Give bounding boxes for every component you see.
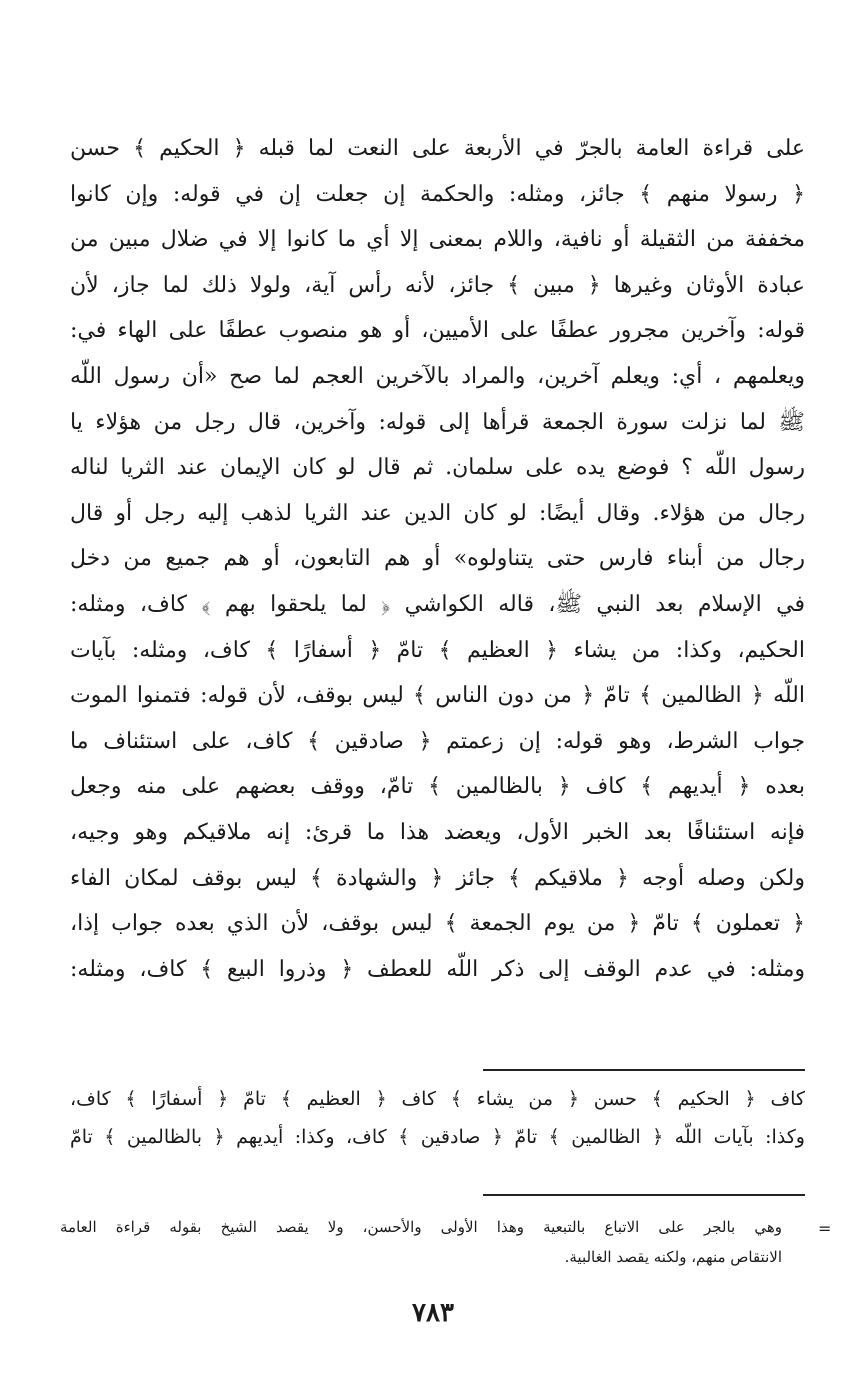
main-text-line-15: بعده ﴿ أيديهم ﴾ كاف ﴿ بالظالمين ﴾ تامّ، ووقف بعضهم على منه وجعل bbox=[70, 774, 805, 800]
commentary-line-1: كاف ﴿ الحكيم ﴾ حسن ﴿ من يشاء ﴾ كاف ﴿ العظيم ﴾ تامّ ﴿ أسفارًا ﴾ كاف، bbox=[70, 1088, 805, 1110]
main-text-line-2: ﴿ رسولا منهم ﴾ جائز، ومثله: والحكمة إن جعلت إن في قوله: وإن كانوا bbox=[70, 181, 805, 207]
main-text-line-12: الحكيم، وكذا: من يشاء ﴿ العظيم ﴾ تامّ ﴿ أسفارًا ﴾ كاف، ومثله: بآيات bbox=[70, 637, 805, 663]
main-text-line-7: ﷺ لما نزلت سورة الجمعة قرأها إلى قوله: وآخرين، قال رجل من هؤلاء يا bbox=[70, 409, 805, 435]
footnote-line-1: وهي بالجر على الاتباع بالتبعية وهذا الأولى والأحسن، ولا يقصد الشيخ بقوله قراءة العامة bbox=[60, 1218, 782, 1236]
main-text-line-1: على قراءة العامة بالجرّ في الأربعة على النعت لما قبله ﴿ الحكيم ﴾ حسن bbox=[70, 136, 805, 161]
main-text-line-16: فإنه استئنافًا بعد الخبر الأول، ويعضد هذا ما قرئ: إنه ملاقيكم وهو وجيه، bbox=[70, 819, 805, 845]
main-text-line-19: ومثله: في عدم الوقف إلى ذكر اللّه للعطف ﴿ وذروا البيع ﴾ كاف، ومثله: bbox=[70, 956, 805, 982]
commentary-block bbox=[70, 1080, 805, 1156]
footnote-line-2: الانتقاص منهم، ولكنه يقصد الغالبية. bbox=[564, 1248, 782, 1266]
main-text-line-4: عبادة الأوثان وغيرها ﴿ مبين ﴾ جائز، لأنه رأس آية، ولولا ذلك لما جاز، لأن bbox=[70, 272, 805, 298]
footnote-marker: = bbox=[818, 1219, 832, 1238]
page-number: ٧٨٣ bbox=[412, 1298, 454, 1328]
main-text-line-9: رجال من هؤلاء. وقال أيضًا: لو كان الدين عند الثريا لذهب إليه رجل أو قال bbox=[70, 500, 805, 526]
main-text-line-6: ويعلمهم ، أي: ويعلم آخرين، والمراد بالآخرين العجم لما صح «أن رسول اللّه bbox=[70, 363, 805, 389]
main-text-line-18: ﴿ تعملون ﴾ تامّ ﴿ من يوم الجمعة ﴾ ليس بوقف، لأن الذي بعده جواب إذا، bbox=[70, 911, 805, 937]
footnote-divider bbox=[483, 1194, 805, 1196]
main-text-line-8: رسول اللّه ؟ فوضع يده على سلمان. ثم قال لو كان الإيمان عند الثريا لناله bbox=[70, 455, 805, 481]
commentary-line-2: وكذا: بآيات اللّه ﴿ الظالمين ﴾ تامّ ﴿ صادقين ﴾ كاف، وكذا: أيديهم ﴿ بالظالمين ﴾ تامّ bbox=[70, 1126, 805, 1148]
section-divider bbox=[483, 1069, 805, 1071]
main-text-line-14: جواب الشرط، وهو قوله: إن زعمتم ﴿ صادقين ﴾ كاف، على استئناف ما bbox=[70, 728, 805, 754]
main-text-line-10: رجال من أبناء فارس حتى يتناولوه» أو هم التابعون، أو هم جميع من دخل bbox=[70, 546, 805, 572]
footnote-block bbox=[60, 1212, 782, 1272]
main-text-line-3: مخففة من الثقيلة أو نافية، واللام بمعنى إلا أي ما كانوا إلا في ضلال مبين من bbox=[70, 227, 805, 253]
main-text-line-11: في الإسلام بعد النبي ﷺ، قاله الكواشي ﴿ لما يلحقوا بهم ﴾ كاف، ومثله: bbox=[70, 591, 805, 617]
main-text-block bbox=[70, 126, 805, 992]
main-text-line-17: ولكن وصله أوجه ﴿ ملاقيكم ﴾ جائز ﴿ والشهادة ﴾ ليس بوقف لمكان الفاء bbox=[70, 865, 805, 891]
main-text-line-13: اللّه ﴿ الظالمين ﴾ تامّ ﴿ من دون الناس ﴾ ليس بوقف، لأن قوله: فتمنوا الموت bbox=[70, 683, 805, 709]
main-text-line-5: قوله: وآخرين مجرور عطفًا على الأميين، أو هو منصوب عطفًا على الهاء في: bbox=[70, 318, 805, 344]
